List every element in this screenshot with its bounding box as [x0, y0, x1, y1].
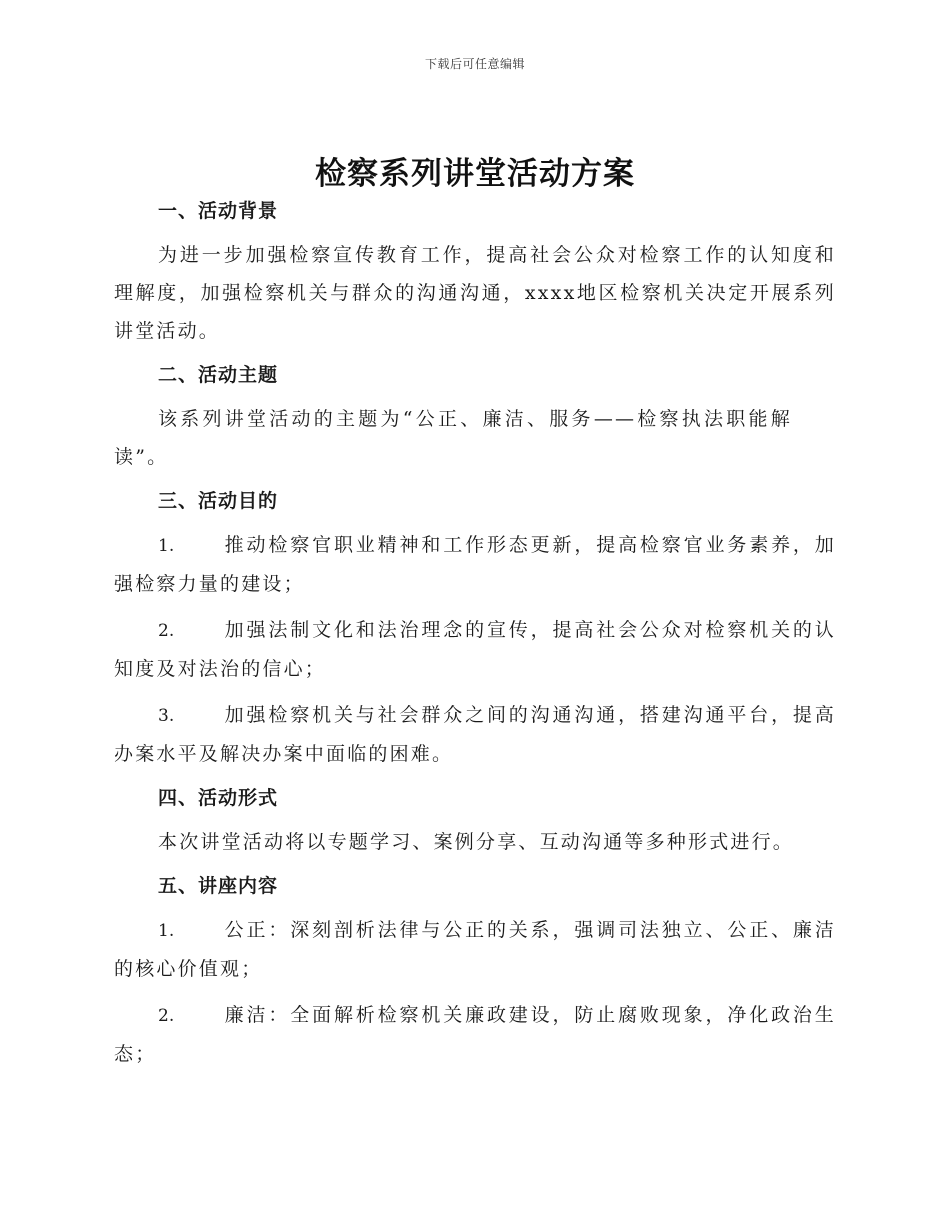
list-item — [114, 911, 836, 988]
list-item — [114, 611, 836, 688]
list-item — [114, 526, 836, 603]
list-item-text: 加强法制文化和法治理念的宣传，提高社会公众对检察机关的认知度及对法治的信心； — [114, 619, 836, 680]
section-heading-theme: 二、活动主题 — [158, 364, 279, 386]
list-item-number: 1. — [158, 536, 175, 556]
list-item-number: 1. — [158, 921, 175, 941]
document-body — [114, 196, 836, 1073]
list-item-text: 加强检察机关与社会群众之间的沟通沟通，搭建沟通平台，提高办案水平及解决办案中面临的困难。 — [114, 704, 836, 765]
section-paragraph-theme: 该系列讲堂活动的主题为“公正、廉洁、服务——检察执法职能解读”。 — [114, 408, 792, 468]
document-title: 检察系列讲堂活动方案 — [315, 156, 635, 192]
list-item-number: 3. — [158, 706, 175, 726]
section-heading-format: 四、活动形式 — [158, 787, 279, 809]
list-item-text: 推动检察官职业精神和工作形态更新，提高检察官业务素养，加强检察力量的建设； — [114, 534, 836, 595]
list-item — [114, 696, 836, 773]
list-item-text: 公正：深刻剖析法律与公正的关系，强调司法独立、公正、廉洁的核心价值观； — [114, 919, 836, 980]
header-note: 下载后可任意编辑 — [424, 57, 525, 71]
section-heading-lecture-content: 五、讲座内容 — [158, 875, 279, 897]
list-item — [114, 996, 836, 1073]
section-paragraph-format: 本次讲堂活动将以专题学习、案例分享、互动沟通等多种形式进行。 — [158, 831, 795, 853]
section-heading-background: 一、活动背景 — [158, 200, 279, 222]
list-item-number: 2. — [158, 621, 175, 641]
section-heading-purpose: 三、活动目的 — [158, 490, 279, 512]
list-item-number: 2. — [158, 1006, 175, 1026]
section-paragraph-background: 为进一步加强检察宣传教育工作，提高社会公众对检察工作的认知度和理解度，加强检察机关与群众的沟通沟通，xxxx地区检察机关决定开展系列讲堂活动。 — [114, 244, 836, 342]
list-item-text: 廉洁：全面解析检察机关廉政建设，防止腐败现象，净化政治生态； — [114, 1004, 836, 1065]
